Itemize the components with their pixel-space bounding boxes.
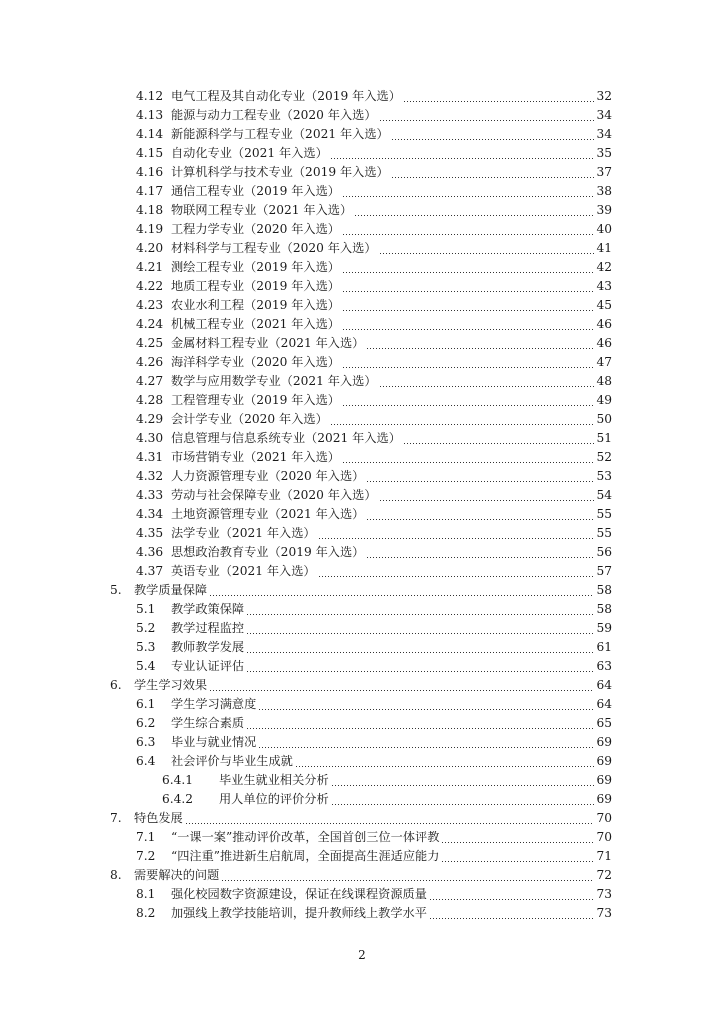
toc-entry-page: 49	[596, 393, 612, 407]
toc-entry[interactable]	[110, 676, 612, 695]
toc-entry-title: “一课一案”推动评价改革，全国首创三位一体评教	[171, 830, 440, 844]
toc-entry-page: 73	[596, 887, 612, 901]
toc-entry-title: 思想政治教育专业（2019 年入选）	[171, 545, 365, 559]
dot-leader	[366, 334, 594, 353]
toc-entry[interactable]	[136, 258, 612, 277]
dot-leader	[379, 372, 595, 391]
toc-entry-number: 5.3	[136, 640, 156, 654]
toc-entry[interactable]	[136, 847, 612, 866]
toc-entry[interactable]	[136, 752, 612, 771]
toc-entry-number: 4.18	[136, 203, 164, 217]
dot-leader	[342, 448, 595, 467]
toc-entry-page: 64	[596, 678, 612, 692]
toc-entry-page: 59	[596, 621, 612, 635]
dot-leader	[331, 771, 595, 790]
toc-entry-number: 8.	[110, 868, 122, 882]
toc-entry-number: 4.36	[136, 545, 164, 559]
toc-entry-number: 6.3	[136, 735, 156, 749]
toc-entry[interactable]	[136, 296, 612, 315]
toc-entry-page: 37	[596, 165, 612, 179]
toc-entry-page: 47	[596, 355, 612, 369]
toc-entry-page: 69	[596, 754, 612, 768]
toc-entry-title: 需要解决的问题	[134, 868, 220, 882]
toc-entry[interactable]	[136, 353, 612, 372]
toc-entry-number: 4.35	[136, 526, 164, 540]
dot-leader	[258, 733, 594, 752]
toc-entry-page: 69	[596, 792, 612, 806]
dot-leader	[342, 258, 595, 277]
toc-entry-title: 毕业生就业相关分析	[219, 773, 329, 787]
toc-entry-title: 学生综合素质	[171, 716, 245, 730]
toc-entry[interactable]	[136, 144, 612, 163]
toc-entry-title: 毕业与就业情况	[171, 735, 257, 749]
dot-leader	[246, 714, 594, 733]
toc-entry-page: 50	[596, 412, 612, 426]
toc-entry-title: 教学质量保障	[134, 583, 208, 597]
toc-entry[interactable]	[136, 334, 612, 353]
dot-leader	[342, 315, 595, 334]
toc-entry-number: 7.2	[136, 849, 156, 863]
toc-entry[interactable]	[136, 600, 612, 619]
toc-entry-page: 55	[596, 526, 612, 540]
toc-entry[interactable]	[136, 182, 612, 201]
dot-leader	[366, 543, 594, 562]
toc-entry-title: 自动化专业（2021 年入选）	[171, 146, 328, 160]
toc-entry-title: 学生学习效果	[134, 678, 208, 692]
toc-entry-number: 8.1	[136, 887, 156, 901]
toc-entry-number: 4.19	[136, 222, 164, 236]
dot-leader	[246, 657, 594, 676]
toc-entry[interactable]	[136, 125, 612, 144]
toc-entry-number: 4.22	[136, 279, 164, 293]
toc-entry-number: 4.17	[136, 184, 164, 198]
toc-entry[interactable]	[136, 315, 612, 334]
toc-entry[interactable]	[136, 657, 612, 676]
dot-leader	[354, 201, 594, 220]
toc-entry-page: 56	[596, 545, 612, 559]
toc-entry-number: 4.25	[136, 336, 164, 350]
toc-entry-number: 4.24	[136, 317, 164, 331]
dot-leader	[366, 467, 594, 486]
toc-entry-title: 海洋科学专业（2020 年入选）	[171, 355, 340, 369]
toc-entry[interactable]	[110, 866, 612, 885]
dot-leader	[366, 505, 594, 524]
toc-entry-page: 65	[596, 716, 612, 730]
toc-entry-title: 学生学习满意度	[171, 697, 257, 711]
toc-entry-page: 70	[596, 811, 612, 825]
dot-leader	[295, 752, 595, 771]
toc-entry-number: 8.2	[136, 906, 156, 920]
toc-entry-number: 6.	[110, 678, 122, 692]
toc-entry-page: 38	[596, 184, 612, 198]
dot-leader	[342, 353, 595, 372]
toc-entry-number: 4.12	[136, 89, 164, 103]
toc-entry-title: 测绘工程专业（2019 年入选）	[171, 260, 340, 274]
dot-leader	[246, 600, 594, 619]
toc-entry-number: 6.1	[136, 697, 156, 711]
toc-entry-page: 64	[596, 697, 612, 711]
toc-entry-page: 69	[596, 773, 612, 787]
toc-entry-title: 工程管理专业（2019 年入选）	[171, 393, 340, 407]
dot-leader	[209, 676, 594, 695]
toc-entry-title: 土地资源管理专业（2021 年入选）	[171, 507, 365, 521]
toc-entry[interactable]	[136, 429, 612, 448]
dot-leader	[331, 790, 595, 809]
toc-entry[interactable]	[110, 581, 612, 600]
dot-leader	[185, 809, 595, 828]
toc-entry-page: 46	[596, 317, 612, 331]
toc-entry-page: 70	[596, 830, 612, 844]
toc-entry-title: 地质工程专业（2019 年入选）	[171, 279, 340, 293]
dot-leader	[429, 904, 595, 923]
toc-entry-page: 71	[596, 849, 612, 863]
toc-entry-page: 40	[596, 222, 612, 236]
dot-leader	[318, 524, 595, 543]
toc-entry-page: 61	[596, 640, 612, 654]
toc-entry-page: 57	[596, 564, 612, 578]
toc-entry-page: 53	[596, 469, 612, 483]
toc-entry-title: 新能源科学与工程专业（2021 年入选）	[171, 127, 389, 141]
toc-entry[interactable]	[136, 828, 612, 847]
toc-entry-page: 42	[596, 260, 612, 274]
dot-leader	[429, 885, 595, 904]
toc-entry[interactable]	[136, 277, 612, 296]
toc-entry-title: 教师教学发展	[171, 640, 245, 654]
toc-entry-page: 58	[596, 583, 612, 597]
toc-entry-title: 法学专业（2021 年入选）	[171, 526, 316, 540]
toc-entry-page: 63	[596, 659, 612, 673]
toc-entry-page: 55	[596, 507, 612, 521]
toc-entry[interactable]	[136, 885, 612, 904]
toc-entry-page: 69	[596, 735, 612, 749]
toc-entry-number: 4.29	[136, 412, 164, 426]
toc-entry-title: 电气工程及其自动化专业（2019 年入选）	[171, 89, 401, 103]
dot-leader	[246, 619, 594, 638]
toc-entry[interactable]	[136, 733, 612, 752]
toc-entry-title: 数学与应用数学专业（2021 年入选）	[171, 374, 377, 388]
toc-entry-number: 6.4	[136, 754, 156, 768]
dot-leader	[221, 866, 594, 885]
dot-leader	[342, 296, 595, 315]
toc-entry-number: 4.14	[136, 127, 164, 141]
toc-entry-number: 5.2	[136, 621, 156, 635]
toc-entry-number: 4.23	[136, 298, 164, 312]
toc-entry-page: 51	[596, 431, 612, 445]
toc-entry-number: 5.1	[136, 602, 156, 616]
toc-entry-title: 市场营销专业（2021 年入选）	[171, 450, 340, 464]
toc-entry-number: 4.28	[136, 393, 164, 407]
dot-leader	[258, 695, 594, 714]
toc-entry-page: 34	[596, 127, 612, 141]
toc-entry[interactable]	[136, 467, 612, 486]
toc-entry-title: 社会评价与毕业生成就	[171, 754, 293, 768]
toc-entry-title: 通信工程专业（2019 年入选）	[171, 184, 340, 198]
page-number: 2	[358, 948, 366, 962]
toc-entry[interactable]	[136, 391, 612, 410]
toc-entry-number: 4.27	[136, 374, 164, 388]
toc-entry-title: 教学政策保障	[171, 602, 245, 616]
toc-entry-title: 会计学专业（2020 年入选）	[171, 412, 328, 426]
dot-leader	[403, 87, 595, 106]
toc-entry-page: 46	[596, 336, 612, 350]
toc-entry-title: 人力资源管理专业（2020 年入选）	[171, 469, 365, 483]
toc-entry[interactable]	[136, 448, 612, 467]
toc-entry-number: 6.4.2	[162, 792, 194, 806]
toc-entry[interactable]	[162, 790, 612, 809]
toc-entry-number: 5.	[110, 583, 122, 597]
toc-entry[interactable]	[136, 562, 612, 581]
toc-entry-title: 机械工程专业（2021 年入选）	[171, 317, 340, 331]
toc-entry-page: 48	[596, 374, 612, 388]
dot-leader	[318, 562, 595, 581]
toc-entry-number: 7.1	[136, 830, 156, 844]
toc-entry-page: 72	[596, 868, 612, 882]
toc-entry-number: 4.13	[136, 108, 164, 122]
dot-leader	[342, 277, 595, 296]
dot-leader	[209, 581, 594, 600]
toc-entry[interactable]	[136, 201, 612, 220]
toc-entry-number: 4.37	[136, 564, 164, 578]
toc-entry-title: 工程力学专业（2020 年入选）	[171, 222, 340, 236]
toc-entry[interactable]	[136, 904, 612, 923]
toc-entry-title: 金属材料工程专业（2021 年入选）	[171, 336, 365, 350]
dot-leader	[391, 163, 595, 182]
dot-leader	[330, 410, 595, 429]
toc-entry-number: 7.	[110, 811, 122, 825]
toc-entry-number: 6.4.1	[162, 773, 194, 787]
toc-entry-number: 4.15	[136, 146, 164, 160]
toc-entry-number: 4.30	[136, 431, 164, 445]
toc-entry[interactable]	[162, 771, 612, 790]
dot-leader	[342, 391, 595, 410]
dot-leader	[379, 239, 595, 258]
toc-entry-page: 32	[596, 89, 612, 103]
dot-leader	[342, 182, 595, 201]
toc-entry-page: 39	[596, 203, 612, 217]
dot-leader	[391, 125, 595, 144]
toc-entry-title: 农业水利工程（2019 年入选）	[171, 298, 340, 312]
toc-entry-page: 45	[596, 298, 612, 312]
toc-entry-title: 劳动与社会保障专业（2020 年入选）	[171, 488, 377, 502]
toc-entry[interactable]	[136, 505, 612, 524]
toc-entry[interactable]	[136, 163, 612, 182]
dot-leader	[342, 220, 595, 239]
dot-leader	[441, 828, 594, 847]
toc-entry-number: 4.33	[136, 488, 164, 502]
toc-entry-number: 4.32	[136, 469, 164, 483]
toc-entry[interactable]	[136, 638, 612, 657]
toc-entry[interactable]	[110, 809, 612, 828]
toc-entry-page: 41	[596, 241, 612, 255]
toc-entry-number: 4.20	[136, 241, 164, 255]
toc-entry[interactable]	[136, 543, 612, 562]
toc-entry[interactable]	[136, 524, 612, 543]
toc-entry-number: 4.34	[136, 507, 164, 521]
toc-entry-page: 54	[596, 488, 612, 502]
toc-entry[interactable]	[136, 410, 612, 429]
dot-leader	[379, 106, 595, 125]
toc-entry-title: 物联网工程专业（2021 年入选）	[171, 203, 353, 217]
dot-leader	[403, 429, 595, 448]
toc-entry-number: 5.4	[136, 659, 156, 673]
toc-entry-title: 信息管理与信息系统专业（2021 年入选）	[171, 431, 401, 445]
dot-leader	[330, 144, 595, 163]
toc-entry-page: 73	[596, 906, 612, 920]
toc-entry[interactable]	[136, 220, 612, 239]
toc-entry-number: 4.21	[136, 260, 164, 274]
toc-entry-number: 4.16	[136, 165, 164, 179]
toc-entry[interactable]	[136, 372, 612, 391]
toc-entry-page: 52	[596, 450, 612, 464]
toc-entry-title: 加强线上教学技能培训，提升教师线上教学水平	[171, 906, 427, 920]
toc-entry[interactable]	[136, 714, 612, 733]
toc-entry-number: 4.31	[136, 450, 164, 464]
toc-entry-title: 能源与动力工程专业（2020 年入选）	[171, 108, 377, 122]
toc-entry[interactable]	[136, 106, 612, 125]
toc-entry[interactable]	[136, 486, 612, 505]
toc-entry-title: 用人单位的评价分析	[219, 792, 329, 806]
toc-entry-page: 34	[596, 108, 612, 122]
toc-entry-title: 专业认证评估	[171, 659, 245, 673]
toc-entry-page: 43	[596, 279, 612, 293]
dot-leader	[379, 486, 595, 505]
toc-entry-number: 4.26	[136, 355, 164, 369]
toc-entry-title: 特色发展	[134, 811, 183, 825]
toc-entry[interactable]	[136, 87, 612, 106]
toc-entry-page: 58	[596, 602, 612, 616]
toc-entry-page: 35	[596, 146, 612, 160]
toc-entry[interactable]	[136, 695, 612, 714]
toc-entry-title: 材料科学与工程专业（2020 年入选）	[171, 241, 377, 255]
toc-entry-title: “四注重”推进新生启航周，全面提高生涯适应能力	[171, 849, 440, 863]
toc-entry-title: 教学过程监控	[171, 621, 245, 635]
toc-entry-title: 英语专业（2021 年入选）	[171, 564, 316, 578]
toc-entry-title: 强化校园数字资源建设，保证在线课程资源质量	[171, 887, 427, 901]
dot-leader	[246, 638, 594, 657]
toc-entry[interactable]	[136, 239, 612, 258]
toc-entry[interactable]	[136, 619, 612, 638]
dot-leader	[441, 847, 594, 866]
toc-entry-title: 计算机科学与技术专业（2019 年入选）	[171, 165, 389, 179]
toc-entry-number: 6.2	[136, 716, 156, 730]
